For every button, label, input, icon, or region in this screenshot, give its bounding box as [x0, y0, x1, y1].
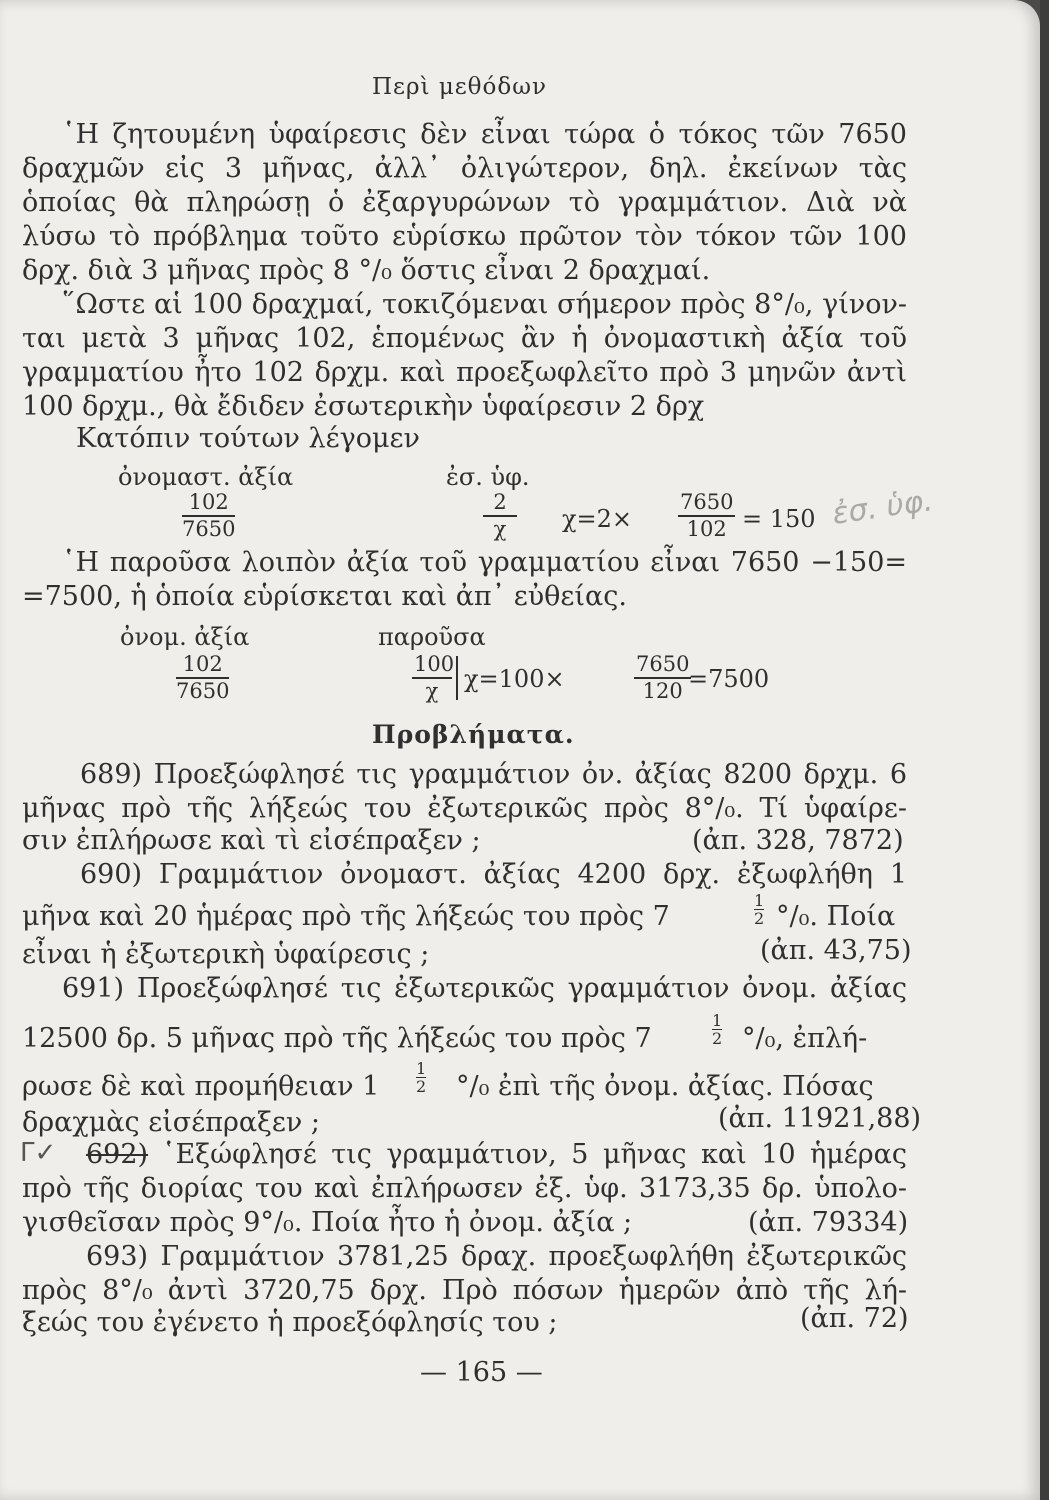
p692-answer: (ἀπ. 79334)	[748, 1207, 909, 1238]
table1-left-fraction	[182, 490, 235, 542]
p693-line-2: πρὸς 8°/₀ ἀντὶ 3720,75 δρχ. Πρὸ πόσων ἡμερῶν ἀπὸ τῆς λή-	[22, 1275, 907, 1306]
p690-line-2b: °/₀. Ποία	[776, 901, 896, 932]
p691-line-3b: °/₀ ἐπὶ τῆς ὀνομ. ἀξίας. Πόσας	[456, 1071, 874, 1102]
table1-eq-lhs: χ=2×	[562, 505, 633, 533]
intro-line-1: ῾Η ζητουμένη ὑφαίρεσις δὲν εἶναι τώρα ὁ τόκος τῶν 7650	[62, 119, 907, 150]
para2-line-3: γραμματίου ἦτο 102 δρχμ. καὶ προεξωφλεῖτο πρὸ 3 μηνῶν ἀντὶ	[22, 357, 907, 388]
table1-eq-den: 102	[686, 517, 727, 541]
table2-right-den: χ	[425, 679, 439, 703]
table2-divider	[456, 656, 458, 700]
intro-line-4: λύσω τὸ πρόβλημα τοῦτο εὑρίσκω πρῶτον τὸν τόκον τῶν 100	[22, 221, 907, 252]
table1-right-fraction	[483, 490, 517, 542]
table1-left-num: 102	[182, 490, 235, 517]
section-title: Προβλήματα.	[372, 720, 575, 749]
check-mark-icon: Γ✓	[20, 1138, 57, 1168]
p691-line-1: 691) Προεξώφλησέ τις ἐξωτερικῶς γραμμάτιον ὀνομ. ἀξίας	[62, 973, 907, 1004]
table2-eq-fraction	[634, 652, 691, 704]
table2-left-den: 7650	[176, 679, 230, 703]
para3-line-1: ῾Η παροῦσα λοιπὸν ἀξία τοῦ γραμματίου εἶναι 7650 −150=	[62, 547, 907, 578]
para2-closing: Κατόπιν τούτων λέγομεν	[76, 423, 420, 454]
table1-head-right: ἐσ. ὑφ.	[446, 463, 530, 491]
p690-answer: (ἀπ. 43,75)	[760, 935, 912, 966]
pencil-annotation: ἐσ. ὑφ.	[830, 483, 935, 532]
p691-line-2b: °/₀, ἐπλή-	[742, 1023, 868, 1054]
p691-frac-den-a: 2	[712, 1029, 723, 1048]
p693-line-1: 693) Γραμμάτιον 3781,25 δραχ. προεξωφλήθη ἐξωτερικῶς	[86, 1241, 907, 1272]
intro-line-5: δρχ. διὰ 3 μῆνας πρὸς 8 °/₀ ὅστις εἶναι 2 δραχμαί.	[22, 255, 711, 286]
table1-eq-num: 7650	[678, 490, 735, 517]
p691-fraction-a	[710, 1012, 724, 1047]
table1-eq-fraction	[678, 490, 735, 542]
p691-frac-num-a: 1	[712, 1011, 723, 1030]
p692-number: 692)	[86, 1139, 149, 1170]
table2-head-right: παροῦσα	[378, 623, 486, 651]
table2-eq-rhs: =7500	[688, 665, 770, 693]
para2-line-2: ται μετὰ 3 μῆνας 102, ἑπομένως ἂν ἡ ὀνομαστικὴ ἀξία τοῦ	[22, 323, 907, 354]
p690-frac-num: 1	[754, 891, 765, 910]
p690-line-1: 690) Γραμμάτιον ὀνομαστ. ἀξίας 4200 δρχ. ἐξωφλήθη 1	[80, 859, 907, 890]
p692-line-2: πρὸ τῆς διορίας του καὶ ἐπλήρωσεν ἐξ. ὑφ. 3173,35 δρ. ὑπολο-	[22, 1173, 907, 1204]
p689-line-1: 689) Προεξώφλησέ τις γραμμάτιον ὀν. ἀξίας 8200 δρχμ. 6	[80, 759, 907, 790]
table2-right-num: 100	[412, 652, 452, 679]
p691-line-4: δραχμὰς εἰσέπραξεν ;	[22, 1107, 321, 1138]
p691-fraction-b	[414, 1060, 428, 1095]
p692-line-1: ῾Εξώφλησέ τις γραμμάτιον, 5 μῆνας καὶ 10 ἡμέρας	[162, 1139, 907, 1170]
p690-line-3: εἶναι ἡ ἐξωτερικὴ ὑφαίρεσις ;	[22, 939, 430, 970]
table1-right-den: χ	[493, 517, 507, 541]
p691-answer: (ἀπ. 11921,88)	[718, 1103, 922, 1134]
table1-head-left: ὀνομαστ. ἀξία	[118, 463, 294, 491]
table1-left-den: 7650	[182, 517, 236, 541]
p690-frac-den: 2	[754, 909, 765, 928]
intro-line-3: ὁποίας θὰ πληρώσῃ ὁ ἐξαργυρώνων τὸ γραμμάτιον. Διὰ νὰ	[22, 187, 907, 218]
table2-left-num: 102	[176, 652, 229, 679]
p690-line-2a: μῆνα καὶ 20 ἡμέρας πρὸ τῆς λήξεώς του πρὸς 7	[22, 901, 670, 932]
table2-eq-lhs: χ=100×	[464, 665, 565, 693]
p691-frac-num-b: 1	[416, 1059, 427, 1078]
p690-fraction	[752, 892, 766, 927]
p689-line-2: μῆνας πρὸ τῆς λήξεώς του ἐξωτερικῶς πρὸς 8°/₀. Τί ὑφαίρε-	[22, 793, 907, 824]
table2-head-left: ὀνομ. ἀξία	[120, 623, 250, 651]
running-header: Περὶ μεθόδων	[372, 74, 547, 100]
p689-line-3: σιν ἐπλήρωσε καὶ τὶ εἰσέπραξεν ;	[22, 825, 481, 856]
p689-answer: (ἀπ. 328, 7872)	[692, 825, 904, 856]
p693-answer: (ἀπ. 72)	[800, 1303, 909, 1334]
p691-line-2a: 12500 δρ. 5 μῆνας πρὸ τῆς λήξεώς του πρὸς 7	[22, 1023, 652, 1054]
p691-line-3a: ρωσε δὲ καὶ προμήθειαν 1	[22, 1071, 380, 1102]
para3-line-2: =7500, ἡ ὁποία εὑρίσκεται καὶ ἀπ᾽ εὐθείας.	[22, 581, 627, 612]
table2-left-fraction	[176, 652, 229, 704]
page-number: — 165 —	[420, 1357, 543, 1388]
table2-eq-den: 120	[642, 679, 683, 703]
page-edge	[1040, 0, 1049, 1500]
p693-line-3: ξεώς του ἐγένετο ἡ προεξόφλησίς του ;	[22, 1307, 558, 1338]
para2-line-1: ῞Ωστε αἱ 100 δραχμαί, τοκιζόμεναι σήμερον πρὸς 8°/₀, γίνον-	[62, 289, 907, 320]
table2-right-fraction	[412, 652, 455, 704]
p691-frac-den-b: 2	[416, 1077, 427, 1096]
table1-eq-rhs: = 150	[742, 505, 816, 533]
para2-line-4: 100 δρχμ., θὰ ἔδιδεν ἐσωτερικὴν ὑφαίρεσιν 2 δρχ	[22, 391, 705, 422]
table2-eq-num: 7650	[634, 652, 691, 679]
table1-right-num: 2	[483, 490, 517, 517]
p692-line-3: γισθεῖσαν πρὸς 9°/₀. Ποία ἦτο ἡ ὀνομ. ἀξία ;	[22, 1207, 633, 1238]
intro-line-2: δραχμῶν εἰς 3 μῆνας, ἀλλ᾽ ὀλιγώτερον, δηλ. ἐκείνων τὰς	[22, 153, 907, 184]
